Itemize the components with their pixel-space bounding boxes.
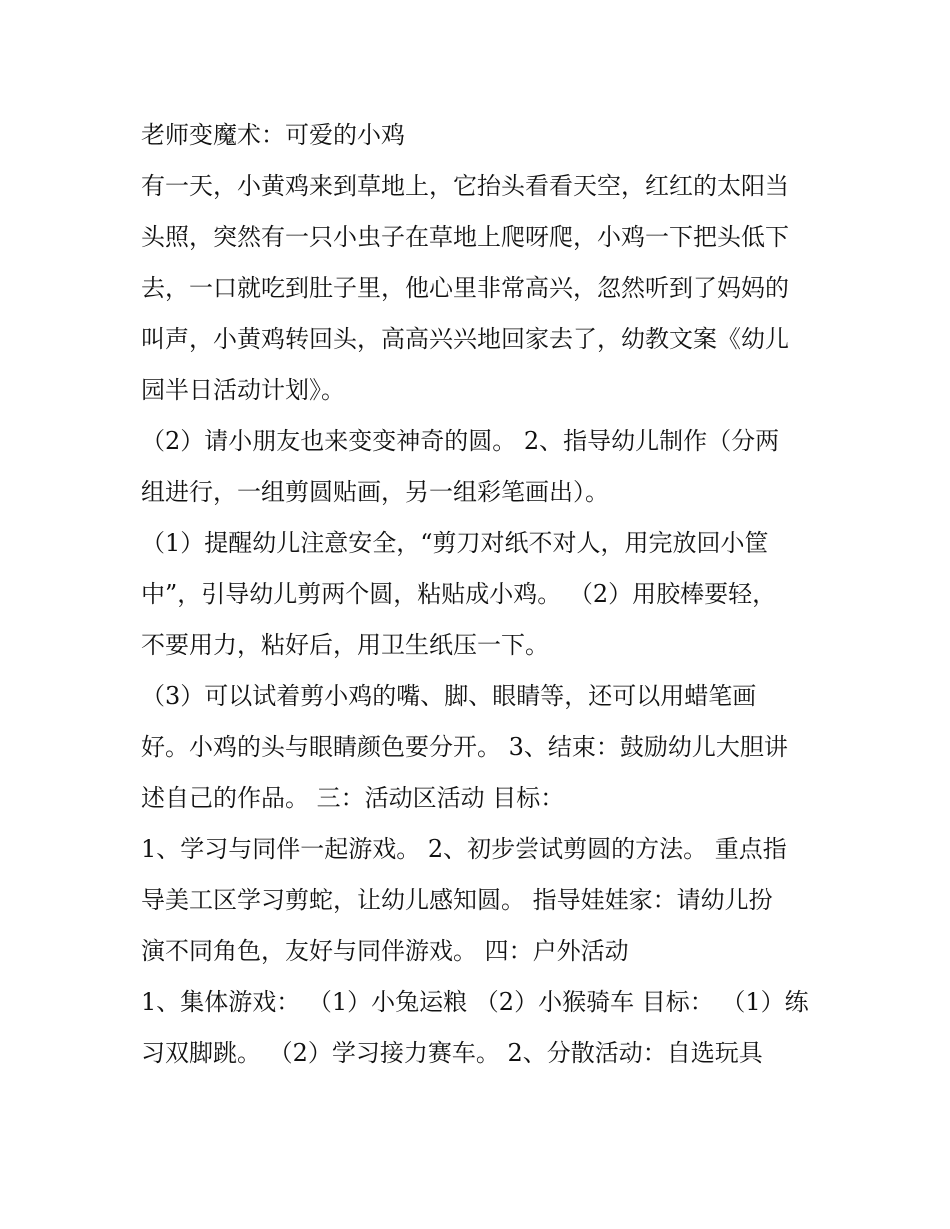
document-line: 1、学习与同伴一起游戏。 2、初步尝试剪圆的方法。 重点指 xyxy=(141,835,787,863)
document-line: 习双脚跳。 （2）学习接力赛车。 2、分散活动：自选玩具 xyxy=(141,1039,763,1067)
document-line: 中”，引导幼儿剪两个圆，粘贴成小鸡。 （2）用胶棒要轻， xyxy=(141,580,777,608)
document-line: 去，一口就吃到肚子里，他心里非常高兴，忽然听到了妈妈的 xyxy=(141,274,789,302)
document-line: 述自己的作品。 三：活动区活动 目标： xyxy=(141,784,565,812)
document-body xyxy=(141,110,821,1079)
document-line: 1、集体游戏： （1）小兔运粮 （2）小猴骑车 目标： （1）练 xyxy=(141,988,809,1016)
document-line: （2）请小朋友也来变变神奇的圆。 2、指导幼儿制作（分两 xyxy=(141,427,780,455)
document-line: 组进行，一组剪圆贴画，另一组彩笔画出）。 xyxy=(141,478,609,506)
document-line: 园半日活动计划》。 xyxy=(141,376,345,404)
document-line: 叫声，小黄鸡转回头，高高兴兴地回家去了，幼教文案《幼儿 xyxy=(141,325,789,353)
document-line: 不要用力，粘好后，用卫生纸压一下。 xyxy=(141,631,549,659)
document-line: 好。小鸡的头与眼睛颜色要分开。 3、结束：鼓励幼儿大胆讲 xyxy=(141,733,788,761)
document-line: 导美工区学习剪蛇，让幼儿感知圆。 指导娃娃家：请幼儿扮 xyxy=(141,886,773,914)
document-line: 有一天，小黄鸡来到草地上，它抬头看看天空，红红的太阳当 xyxy=(141,172,789,200)
document-line: （3）可以试着剪小鸡的嘴、脚、眼睛等，还可以用蜡笔画 xyxy=(141,682,757,710)
document-line: 演不同角色，友好与同伴游戏。 四：户外活动 xyxy=(141,937,629,965)
document-line: 老师变魔术：可爱的小鸡 xyxy=(141,121,405,149)
document-line: 头照，突然有一只小虫子在草地上爬呀爬，小鸡一下把头低下 xyxy=(141,223,789,251)
document-line: （1）提醒幼儿注意安全，“剪刀对纸不对人，用完放回小筐 xyxy=(141,529,769,557)
